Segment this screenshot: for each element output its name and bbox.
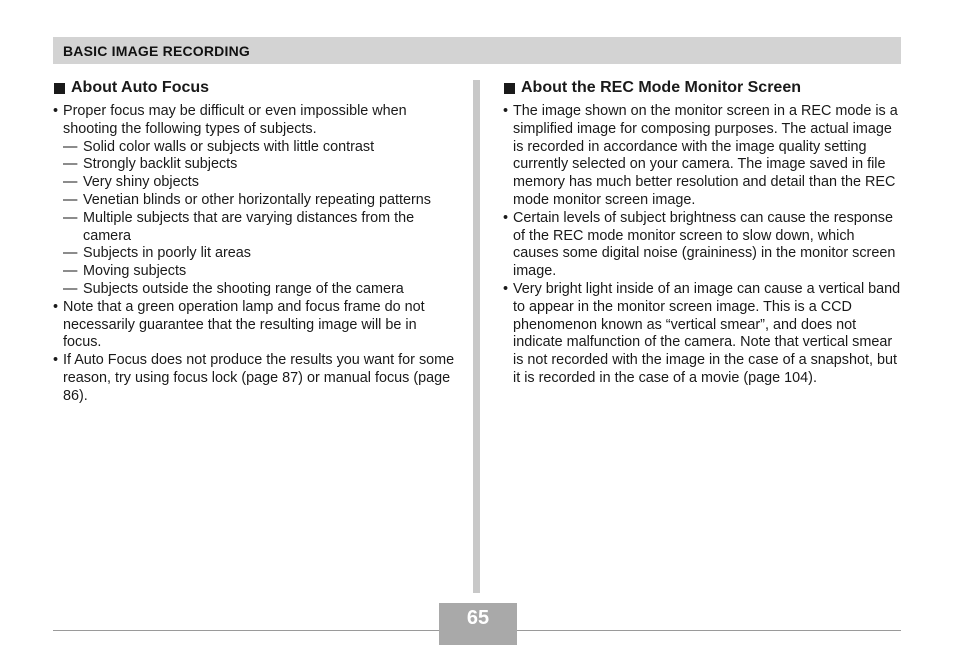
left-column <box>53 78 458 406</box>
sub-list-item-text: Subjects outside the shooting range of the camera <box>83 280 404 297</box>
right-column <box>503 78 903 388</box>
sub-list-item <box>53 139 458 157</box>
heading-auto-focus-text: About Auto Focus <box>71 79 210 96</box>
list-item-text: Proper focus may be difficult or even impossible when shooting the following types of subjects. <box>63 103 407 137</box>
dash-icon: — <box>63 280 78 297</box>
list-item <box>53 352 458 405</box>
page-number: 65 <box>466 607 490 629</box>
sub-list-item-text: Solid color walls or subjects with little contrast <box>83 138 375 155</box>
sub-list-item <box>53 174 458 192</box>
section-title: BASIC IMAGE RECORDING <box>63 43 250 59</box>
header-band <box>53 37 901 64</box>
sub-list-item <box>53 192 458 210</box>
bullet-icon: • <box>53 298 59 315</box>
list-item <box>503 210 903 281</box>
sub-list-item <box>53 156 458 174</box>
sub-list-item <box>53 210 458 246</box>
list-item <box>503 103 903 210</box>
list-item-text: Note that a green operation lamp and focus frame do not necessarily guarantee that the resulting image will be in focus. <box>63 298 425 351</box>
bullet-icon: • <box>53 103 59 119</box>
dash-icon: — <box>63 209 78 226</box>
sub-list-item <box>53 263 458 281</box>
dash-icon: — <box>63 245 78 262</box>
bullet-icon: • <box>503 103 509 119</box>
square-bullet-icon <box>54 83 65 94</box>
sub-list-item-text: Multiple subjects that are varying distances from the camera <box>83 209 415 244</box>
bullet-icon: • <box>503 209 509 226</box>
list-item-text: The image shown on the monitor screen in a REC mode is a simplified image for composing purposes. The actual image is recorded in accordance with the image quality setting currently selected on your camera. The image saved in file memory has much better resolution and detail than the REC mode monitor screen image. <box>513 103 898 208</box>
list-item-text: Very bright light inside of an image can cause a vertical band to appear in the monitor screen image. This is a CCD phenomenon known as “vertical smear”, and does not indicate malfunction of the camera. Note that vertical smear is not recorded with the image in the case of a snapshot, but it is recorded in the case of a movie (page 104). <box>513 280 901 386</box>
dash-icon: — <box>63 138 78 155</box>
dash-icon: — <box>63 191 78 208</box>
bullet-icon: • <box>503 280 509 297</box>
square-bullet-icon <box>504 83 515 94</box>
sub-list-item-text: Subjects in poorly lit areas <box>83 245 251 262</box>
sub-list-item <box>53 281 458 299</box>
list-item-text: If Auto Focus does not produce the results you want for some reason, try using focus lock (page 87) or manual focus (page 86). <box>63 352 455 404</box>
sub-list-item <box>53 245 458 263</box>
sub-list-item-text: Strongly backlit subjects <box>83 156 238 173</box>
list-item <box>53 103 458 139</box>
column-divider <box>473 80 480 593</box>
list-item <box>503 281 903 388</box>
bullet-icon: • <box>53 352 59 369</box>
sub-list-item-text: Moving subjects <box>83 263 187 280</box>
list-item <box>53 299 458 352</box>
sub-list-item-text: Very shiny objects <box>83 174 199 191</box>
heading-rec-mode-monitor-text: About the REC Mode Monitor Screen <box>521 79 801 96</box>
list-item-text: Certain levels of subject brightness can cause the response of the REC mode monitor screen to slow down, which causes some digital noise (graininess) in the monitor screen image. <box>513 209 896 280</box>
heading-auto-focus <box>53 78 458 98</box>
dash-icon: — <box>63 263 78 280</box>
dash-icon: — <box>63 174 78 191</box>
dash-icon: — <box>63 156 78 173</box>
sub-list-item-text: Venetian blinds or other horizontally repeating patterns <box>83 191 431 208</box>
heading-rec-mode-monitor <box>503 78 903 98</box>
page-number-box <box>439 603 517 645</box>
